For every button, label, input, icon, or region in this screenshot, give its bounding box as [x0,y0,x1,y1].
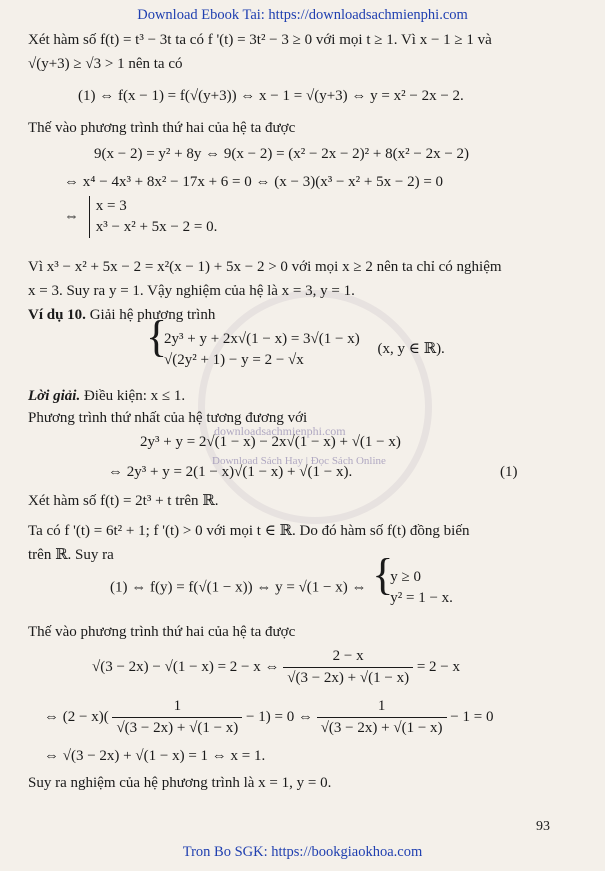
equation-part: = 2 − x [416,658,460,675]
system-condition: (x, y ∈ ℝ). [377,341,445,358]
watermark-subtext: Download Sách Hay | Đọc Sách Online [212,455,386,467]
denominator: √(3 − 2x) + √(1 − x) [320,720,443,736]
system-row: √(2y² + 1) − y = 2 − √x [164,352,304,368]
fraction [317,696,447,739]
text-line: Ta có f '(t) = 6t² + 1; f '(t) > 0 với mọi t ∈ ℝ. Do đó hàm số f(t) đồng biến [28,523,470,539]
equation-alternative: ⇔ x = 3 x³ − x² + 5x − 2 = 0. [64,196,217,238]
text-line: Thế vào phương trình thứ hai của hệ ta được [28,624,296,640]
text-line: Thế vào phương trình thứ hai của hệ ta được [28,120,296,136]
equation-fraction [44,696,493,739]
denominator: √(3 − 2x) + √(1 − x) [116,720,239,736]
equation: (1) ⇔ f(x − 1) = f(√(y+3)) ⇔ x − 1 = √(y+3) ⇔ y = x² − 2x − 2. [78,88,464,104]
equation-system [110,567,453,609]
watermark-seal [198,290,432,524]
equation-part: − 1 = 0 [450,708,494,725]
text-line: Phương trình thứ nhất của hệ tương đương với [28,410,308,426]
equation: ⇔ 2y³ + y = 2(1 − x)√(1 − x) + √(1 − x). [108,464,353,480]
fraction [283,646,413,689]
example-label: Ví dụ 10. [28,307,86,323]
numerator: 1 [317,696,447,718]
page-number: 93 [536,819,550,834]
equation-tag: (1) [500,464,518,480]
equation-fraction [92,646,460,689]
equation: 2y³ + y = 2√(1 − x) − 2x√(1 − x) + √(1 − x) [140,434,401,450]
equation: ⇔ √(3 − 2x) + √(1 − x) = 1 ⇔ x = 1. [44,748,266,764]
fraction [112,696,242,739]
solution-label: Lời giải. [28,388,81,404]
equation: (1) ⇔ f(y) = f(√(1 − x)) ⇔ y = √(1 − x) ⇔ [110,579,367,596]
header-download-link[interactable]: Download Ebook Tai: https://downloadsachmienphi.com [137,7,468,23]
numerator: 1 [112,696,242,718]
text-line: Xét hàm số f(t) = 2t³ + t trên ℝ. [28,493,219,509]
footer-link[interactable]: Tron Bo SGK: https://bookgiaokhoa.com [182,844,423,860]
example-heading [28,305,215,326]
denominator: √(3 − 2x) + √(1 − x) [287,670,410,686]
equation-system [158,329,445,371]
example-text: Giải hệ phương trình [85,307,216,323]
text-line: Xét hàm số f(t) = t³ − 3t ta có f '(t) = 3t² − 3 ≥ 0 với mọi t ≥ 1. Vì x − 1 ≥ 1 và [28,32,492,48]
text-line: trên ℝ. Suy ra [28,547,114,563]
watermark-text: downloadsachmienphi.com [214,424,346,438]
alt-row: x = 3 [95,198,127,214]
numerator: 2 − x [283,646,413,668]
equation-part: − 1) = 0 ⇔ [246,708,313,725]
text-line: Vì x³ − x² + 5x − 2 = x²(x − 1) + 5x − 2 > 0 với mọi x ≥ 2 nên ta chỉ có nghiệm [28,259,502,275]
system-row: y² = 1 − x. [390,590,453,606]
alt-row: x³ − x² + 5x − 2 = 0. [95,219,218,235]
solution-heading [28,386,185,407]
solution-text: Điều kiện: x ≤ 1. [80,388,186,404]
equation-part: √(3 − 2x) − √(1 − x) = 2 − x ⇔ [92,658,280,675]
equation: ⇔ x⁴ − 4x³ + 8x² − 17x + 6 = 0 ⇔ (x − 3)(x³ − x² + 5x − 2) = 0 [64,174,444,190]
text-line: √(y+3) ≥ √3 > 1 nên ta có [28,56,183,72]
system-row: { y ≥ 0 [390,569,421,585]
equation: 9(x − 2) = y² + 8y ⇔ 9(x − 2) = (x² − 2x − 2)² + 8(x² − 2x − 2) [94,146,470,162]
text-line: x = 3. Suy ra y = 1. Vậy nghiệm của hệ là x = 3, y = 1. [28,283,355,299]
system-row: { 2y³ + y + 2x√(1 − x) = 3√(1 − x) [164,331,360,347]
equation-part: ⇔ (2 − x)( [44,708,109,725]
text-line: Suy ra nghiệm của hệ phương trình là x = 1, y = 0. [28,775,332,791]
